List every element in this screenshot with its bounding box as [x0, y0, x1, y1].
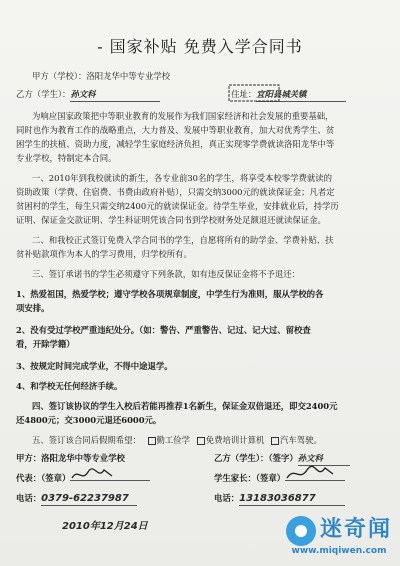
signing-date: 2010年12月24日: [62, 521, 148, 532]
clause-3-item-3: 3、按规定时间完成学业，不得中途退学。: [16, 361, 173, 371]
intro-line-1: 为响应国家政策把中等职业教育的发展作为我们国家经济和社会发展的重要基础，: [32, 111, 334, 121]
checkbox-computer-training[interactable]: [197, 437, 205, 445]
clause-4-line-2: 还4800元；交3000元退还6000元。: [16, 415, 162, 425]
clause-1-line-1: 一、2010年到我校就读的新生，各专业前30名的学生，将享受本校零学费就读的: [32, 173, 332, 183]
party-b-name: 孙文科: [70, 88, 160, 102]
representative-signature: [70, 466, 114, 488]
clause-1-line-4: 证明、保证金交款证明、学生科证明凭该合同书到学校财务处足额退还就读保证金。: [16, 215, 326, 225]
checkbox-driving[interactable]: [271, 437, 279, 445]
clause-1-line-3: 贫困村的学生，每生只需交纳2400元的就读保证金。待学生毕业，安排就业后，持学历: [16, 201, 339, 211]
clause-4-line-1: 四、签订该协议的学生入校后若能再推荐1名新生，保证金双倍退还，即交2400元: [32, 401, 338, 411]
speech-bubble-icon: [286, 516, 316, 546]
address-stamp-icon: [228, 82, 280, 104]
checkbox-work-study[interactable]: [148, 437, 156, 445]
signature-scribble-icon: [285, 462, 335, 484]
clause-3-item-2b: 看，开除学籍）: [16, 339, 75, 349]
intro-line-4: 专业学校，特制定本合同。: [16, 153, 117, 163]
clause-3-item-4: 4、和学校无任何经济手续。: [16, 381, 123, 391]
intro-line-2: 同时也作为教育工作的战略重点，大力普及、发展中等职业教育，加大对优秀学生、贫: [16, 125, 335, 135]
signature-scribble-icon: [70, 466, 114, 484]
sign-row-1: 甲方：洛阳龙华中等专业学校 乙方（学生）：（签字）孙文科: [16, 452, 390, 465]
clause-3-heading: 三、签订承诺书的学生必须遵守下列条款，如有违反保证金将不予退还：: [32, 269, 300, 279]
party-a-line: 甲方（学校）：洛阳龙华中等专业学校: [32, 71, 171, 81]
clause-2-line-1: 二、和我校正式签订免费入学合同书的学生，自愿将所有的助学金、学费补贴、扶: [32, 235, 334, 245]
document-title: - 国家补贴 免费入学合同书: [97, 37, 303, 56]
sign-row-3: 电话：0379-62237987 电话：13183036877: [16, 492, 390, 506]
site-watermark: 迷奇闻 www.miqiwen.com: [286, 512, 392, 557]
party-b-line: 乙方（学生）：孙文科 住址：宜阳县城关镇: [16, 88, 390, 102]
address-value: 宜阳县城关镇: [256, 88, 346, 102]
school-phone: 0379-62237987: [41, 492, 137, 506]
clause-3-item-2: 2、没有受过学校严重违纪处分。（如：警告、严重警告、记过、记大过、留校查: [16, 325, 311, 335]
clause-3-item-1b: 项安排。: [16, 303, 50, 313]
parent-phone: 13183036877: [239, 492, 345, 506]
clause-2-line-2: 贫补贴款项作为本人的学习费用，归学校所有。: [16, 249, 192, 259]
parent-signature: [285, 462, 335, 488]
clause-1-line-2: 资助政策（学费、住宿费、书费由政府补贴），只需交纳3000元的就读保证金；凡者定: [16, 187, 335, 197]
student-signature: 孙文科: [298, 452, 350, 466]
clause-5-line: 五、签订该合同后假期希望： 勤工俭学 免费培训计算机 汽车驾驶。: [32, 435, 322, 445]
clause-3-item-1: 1、热爱祖国，热爱学校；遵守学校各项规章制度，中学生行为准则，服从学校的各: [16, 289, 324, 299]
intro-line-3: 困学生的扶植、资助力度，减轻学生家庭经济负担，真正实现零学费就读洛阳龙华中等: [16, 139, 335, 149]
sign-row-2: 代表：（签章） 学生家长：（签章）: [16, 472, 390, 485]
